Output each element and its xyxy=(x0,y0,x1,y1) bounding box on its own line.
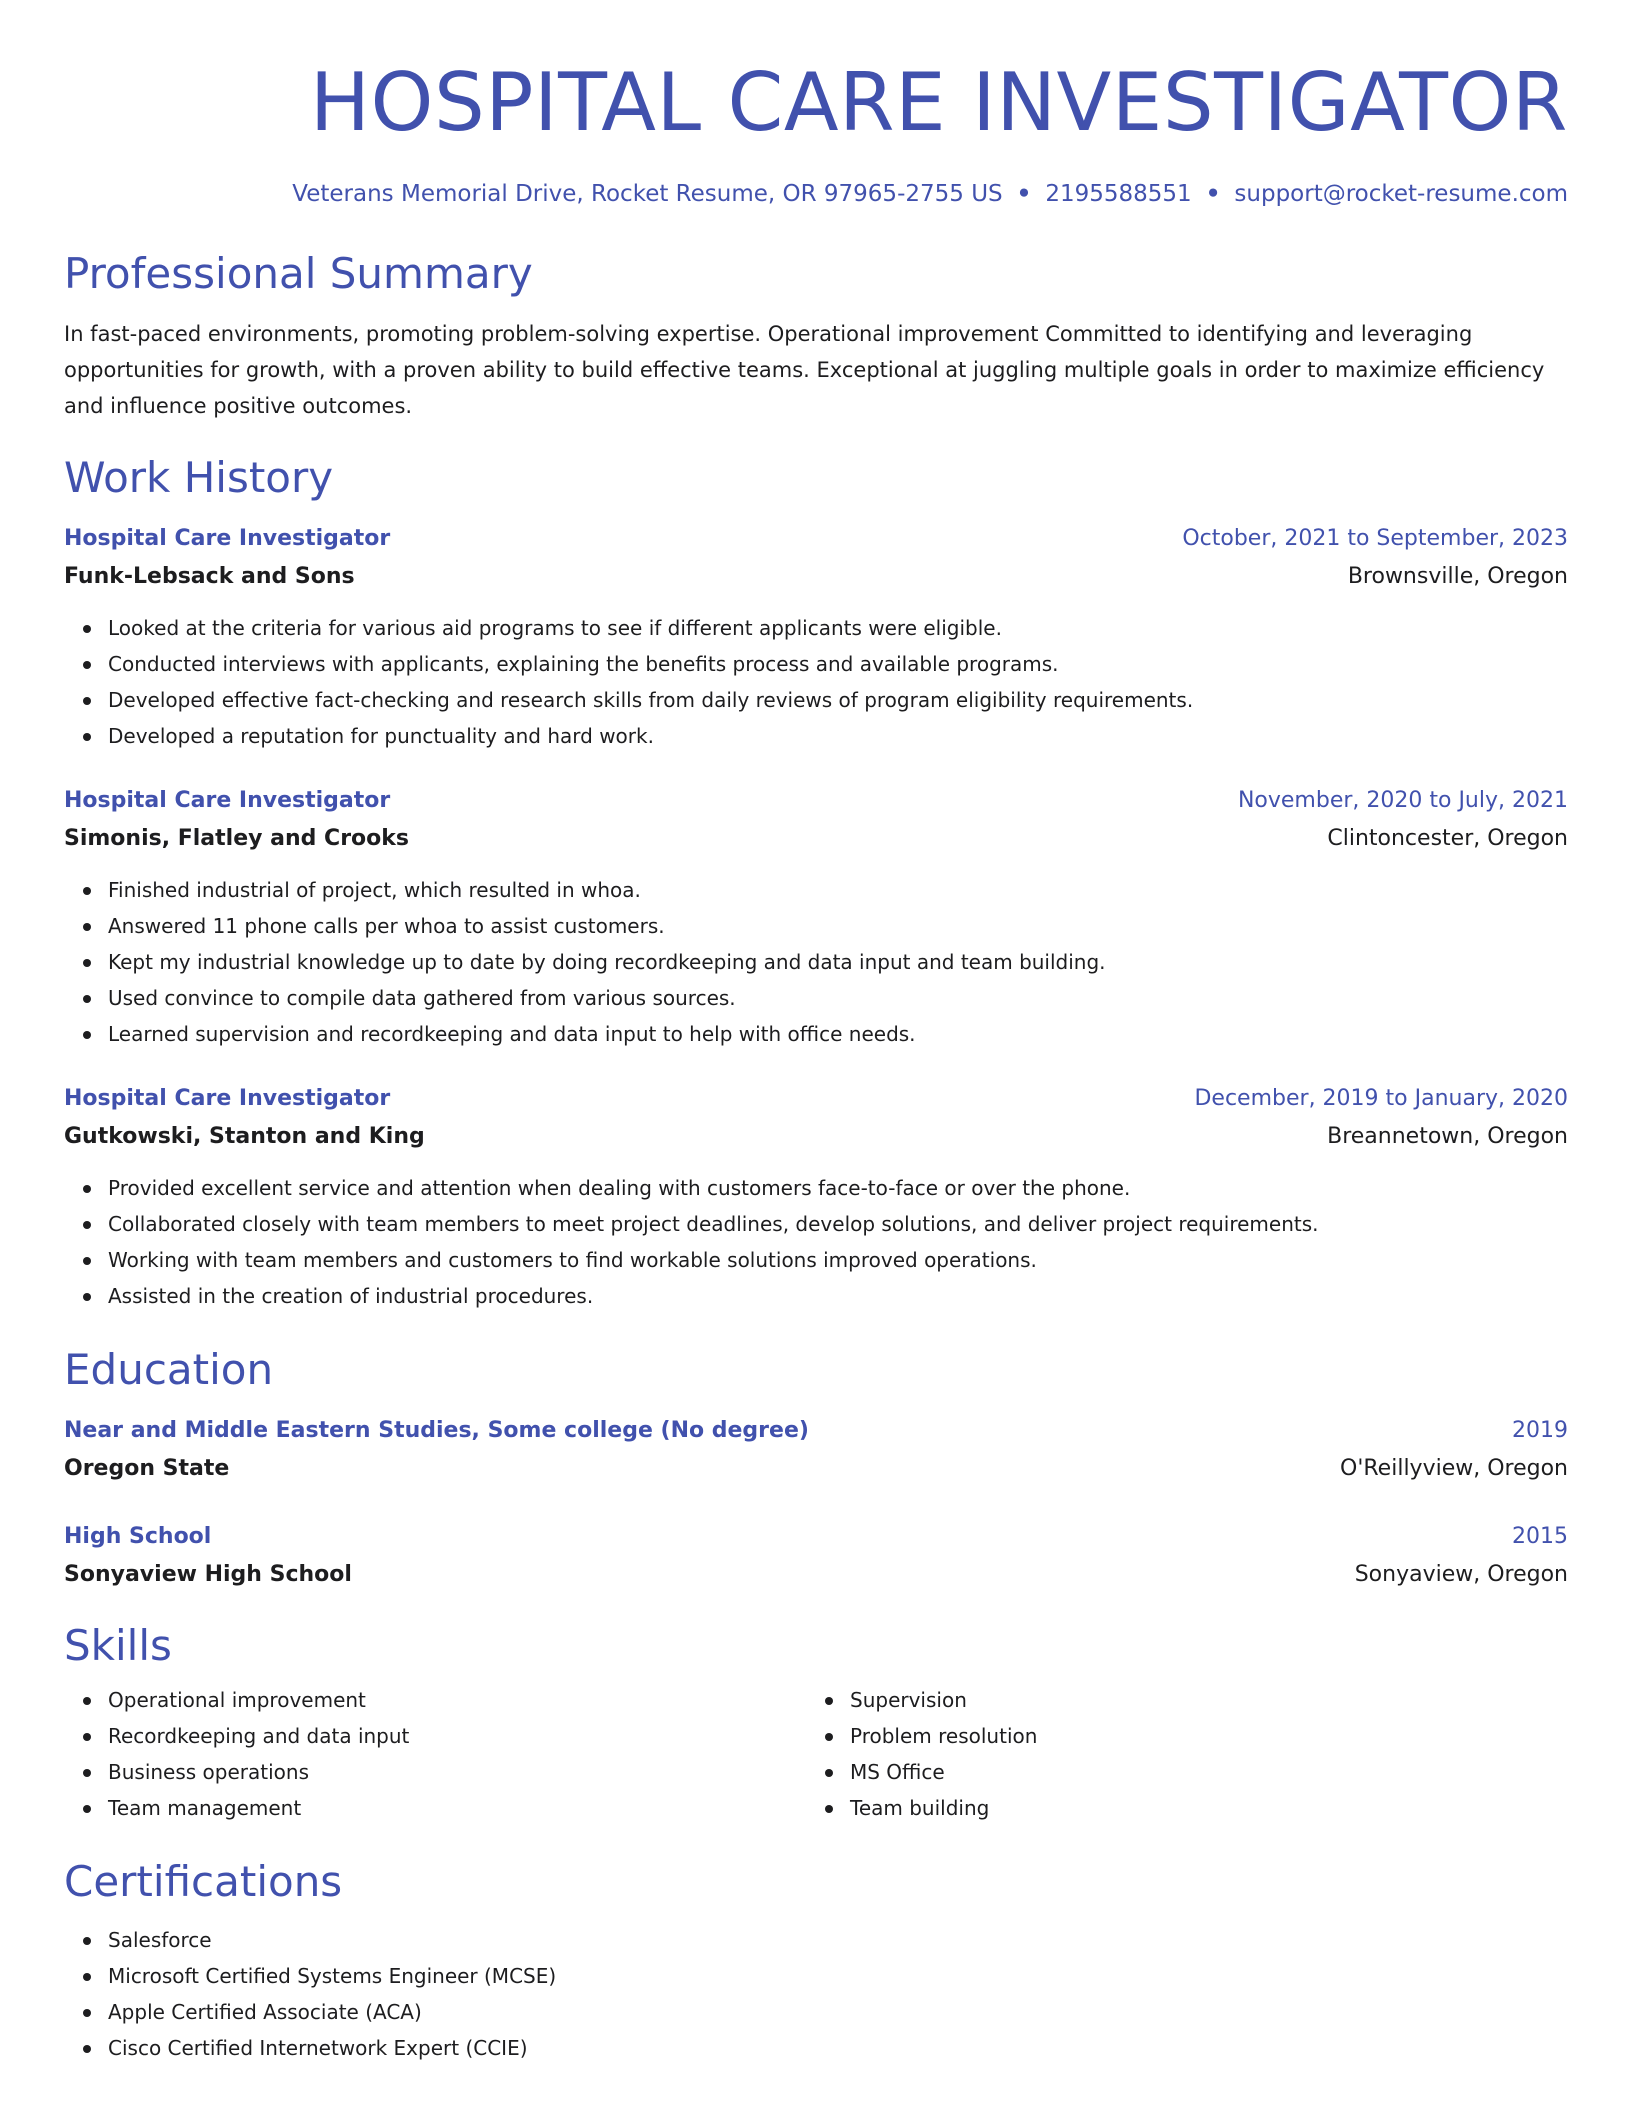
skills-column-right xyxy=(806,1682,1548,1826)
contact-line xyxy=(64,178,1568,210)
education-degree: Near and Middle Eastern Studies, Some college (No degree) xyxy=(64,1418,809,1443)
job-location: Clintoncester, Oregon xyxy=(1327,826,1568,851)
certification-item: Apple Certified Associate (ACA) xyxy=(108,1994,1568,2030)
job-bullet: Finished industrial of project, which resulted in whoa. xyxy=(108,872,1568,908)
education-heading: Education xyxy=(64,1345,274,1394)
skill-item: Team management xyxy=(108,1790,806,1826)
job-location: Breannetown, Oregon xyxy=(1327,1124,1568,1149)
job-bullet: Collaborated closely with team members to meet project deadlines, develop solutions, and deliver project requirements. xyxy=(108,1206,1568,1242)
skills-list xyxy=(64,1682,1568,1826)
job-bullet: Answered 11 phone calls per whoa to assist customers. xyxy=(108,908,1568,944)
contact-phone: 2195588551 xyxy=(1045,181,1192,207)
contact-email: support@rocket-resume.com xyxy=(1234,181,1568,207)
job-bullet: Looked at the criteria for various aid programs to see if different applicants were eligible. xyxy=(108,610,1568,646)
skill-item: MS Office xyxy=(850,1754,1548,1790)
job-company: Simonis, Flatley and Crooks xyxy=(64,826,409,851)
job-title: Hospital Care Investigator xyxy=(64,526,391,551)
job-bullet: Used convince to compile data gathered from various sources. xyxy=(108,980,1568,1016)
skill-item: Recordkeeping and data input xyxy=(108,1718,806,1754)
job-bullet: Assisted in the creation of industrial procedures. xyxy=(108,1278,1568,1314)
job-title: Hospital Care Investigator xyxy=(64,1086,391,1111)
job-location: Brownsville, Oregon xyxy=(1347,564,1568,589)
job-bullet: Working with team members and customers to find workable solutions improved operations. xyxy=(108,1242,1568,1278)
job-bullet: Provided excellent service and attention when dealing with customers face-to-face or over the phone. xyxy=(108,1170,1568,1206)
job-bullet: Learned supervision and recordkeeping and data input to help with office needs. xyxy=(108,1016,1568,1052)
job-bullet: Developed effective fact-checking and research skills from daily reviews of program eligibility requirements. xyxy=(108,682,1568,718)
education-location: Sonyaview, Oregon xyxy=(1354,1562,1568,1587)
education-entry xyxy=(64,1518,1568,1594)
contact-separator: • xyxy=(1205,181,1221,207)
job-dates: December, 2019 to January, 2020 xyxy=(1194,1086,1568,1111)
job-entry xyxy=(64,1080,1568,1314)
certifications-heading: Certifications xyxy=(64,1857,343,1906)
education-school: Sonyaview High School xyxy=(64,1562,352,1587)
job-bullet: Kept my industrial knowledge up to date by doing recordkeeping and data input and team building. xyxy=(108,944,1568,980)
skill-item: Operational improvement xyxy=(108,1682,806,1718)
certification-item: Salesforce xyxy=(108,1922,1568,1958)
education-year: 2019 xyxy=(1512,1418,1568,1443)
job-dates: October, 2021 to September, 2023 xyxy=(1182,526,1568,551)
job-bullets xyxy=(64,872,1568,1052)
resume-name: HOSPITAL CARE INVESTIGATOR xyxy=(309,56,1568,149)
job-bullet: Developed a reputation for punctuality and hard work. xyxy=(108,718,1568,754)
job-company: Funk-Lebsack and Sons xyxy=(64,564,355,589)
skills-column-left xyxy=(64,1682,806,1826)
education-year: 2015 xyxy=(1512,1524,1568,1549)
education-degree: High School xyxy=(64,1524,212,1549)
skill-item: Problem resolution xyxy=(850,1718,1548,1754)
summary-text: In fast-paced environments, promoting problem-solving expertise. Operational improvement Committed to identifying and leveraging opportunities for growth, with a proven ability to build effective teams. Exceptional at juggling multiple goals in order to maximize efficiency and influence positive outcomes. xyxy=(64,322,1545,418)
job-bullets xyxy=(64,1170,1568,1314)
job-title: Hospital Care Investigator xyxy=(64,788,391,813)
contact-separator: • xyxy=(1016,181,1032,207)
job-entry xyxy=(64,782,1568,1052)
skill-item: Business operations xyxy=(108,1754,806,1790)
certification-item: Microsoft Certified Systems Engineer (MCSE) xyxy=(108,1958,1568,1994)
skills-heading: Skills xyxy=(64,1621,172,1670)
skill-item: Supervision xyxy=(850,1682,1548,1718)
contact-address: Veterans Memorial Drive, Rocket Resume, OR 97965-2755 US xyxy=(292,181,1003,207)
certifications-list xyxy=(64,1922,1568,2066)
job-company: Gutkowski, Stanton and King xyxy=(64,1124,425,1149)
skill-item: Team building xyxy=(850,1790,1548,1826)
job-dates: November, 2020 to July, 2021 xyxy=(1237,788,1568,813)
education-entry xyxy=(64,1412,1568,1488)
certification-item: Cisco Certified Internetwork Expert (CCIE) xyxy=(108,2030,1568,2066)
resume-page xyxy=(64,0,1568,2066)
job-bullet: Conducted interviews with applicants, explaining the benefits process and available programs. xyxy=(108,646,1568,682)
education-location: O'Reillyview, Oregon xyxy=(1340,1456,1568,1481)
summary-heading: Professional Summary xyxy=(64,249,533,298)
job-entry xyxy=(64,520,1568,754)
job-bullets xyxy=(64,610,1568,754)
work-history-heading: Work History xyxy=(64,453,334,502)
education-school: Oregon State xyxy=(64,1456,230,1481)
